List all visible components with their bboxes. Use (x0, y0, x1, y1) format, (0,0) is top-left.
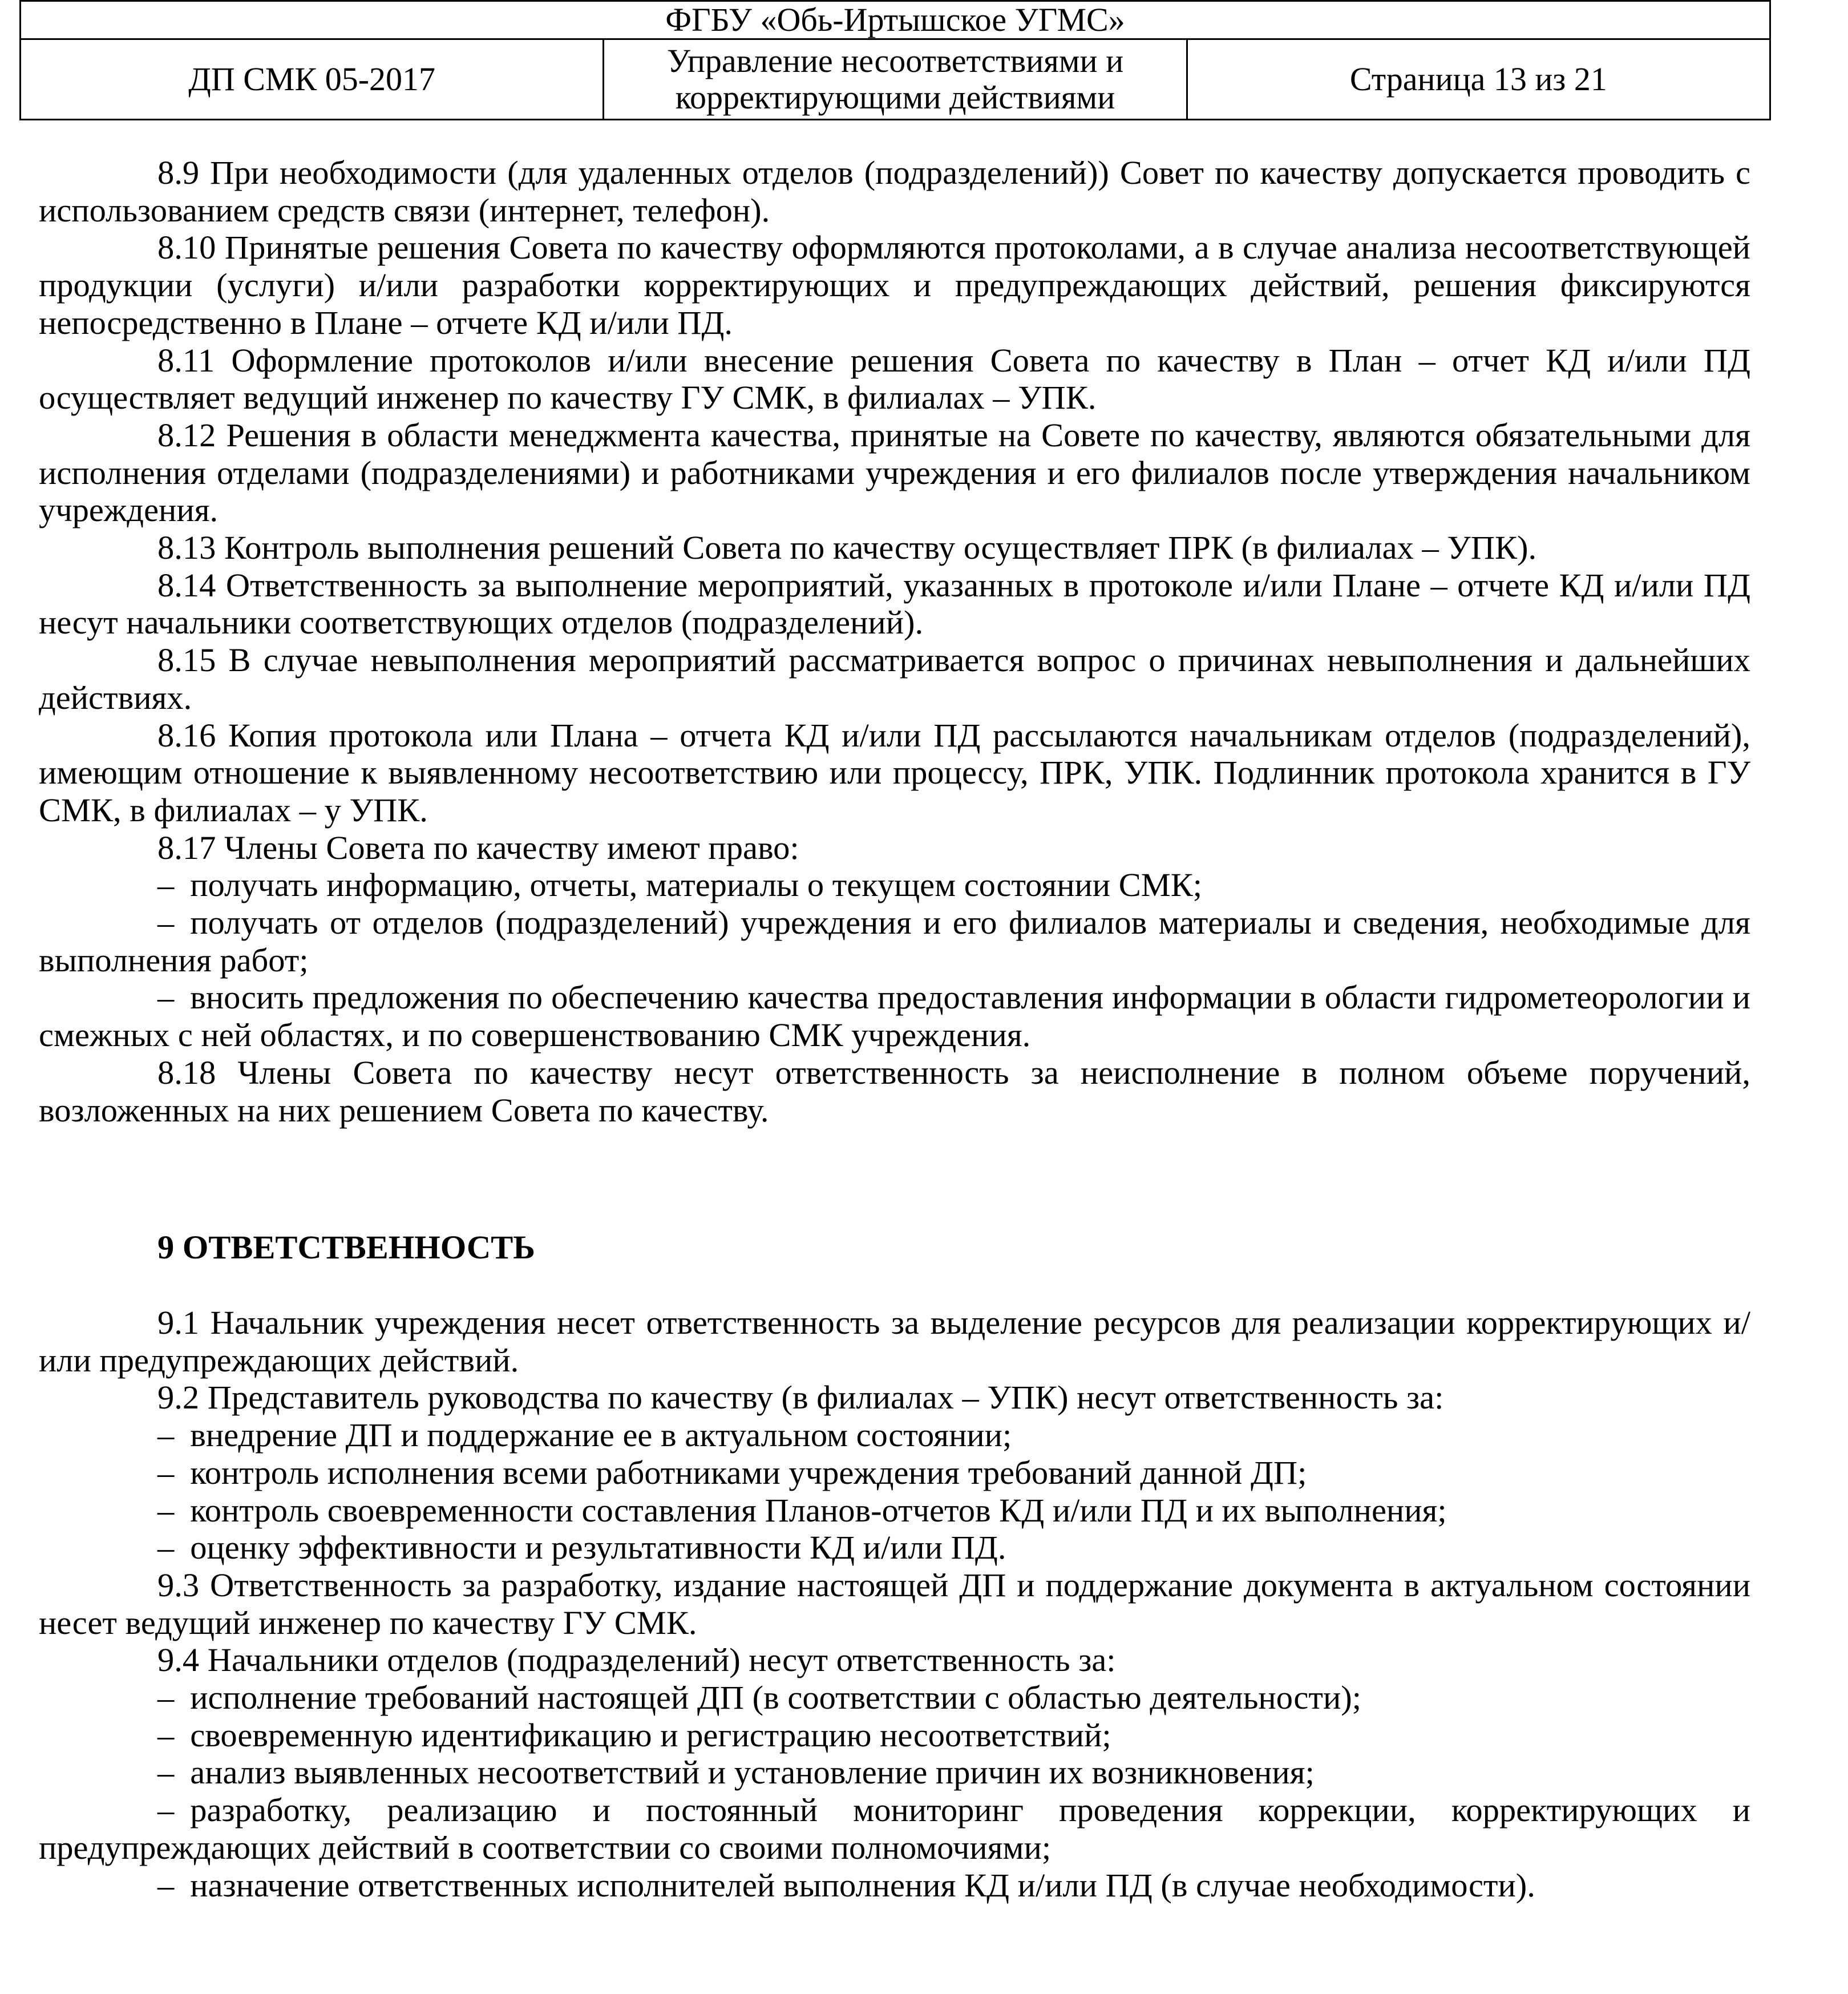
list-item (39, 1717, 1750, 1754)
list-item (39, 1754, 1750, 1791)
dash-marker: – (157, 904, 175, 942)
list-item-text: получать от отделов (подразделений) учреждения и его филиалов материалы и сведения, необходимые для выполнения работ; (39, 904, 1750, 979)
list-item-text: получать информацию, отчеты, материалы о текущем состоянии СМК; (190, 866, 1203, 904)
dash-marker: – (157, 1754, 175, 1791)
list-item-text: разработку, реализацию и постоянный мониторинг проведения коррекции, корректирующих и предупреждающих действий в соответствии со своими полномочиями; (39, 1791, 1750, 1866)
page-number: Страница 13 из 21 (1187, 39, 1770, 120)
paragraph-8-9: 8.9 При необходимости (для удаленных отделов (подразделений)) Совет по качеству допускается проводить с использованием средств связи (интернет, телефон). (39, 154, 1750, 229)
dash-marker: – (157, 1491, 175, 1529)
list-item (39, 866, 1750, 904)
paragraph-8-10: 8.10 Принятые решения Совета по качеству оформляются протоколами, а в случае анализа несоответствующей продукции (услуги) и/или разработки корректирующих и предупреждающих действий, решения фиксируются непосредственно в Плане – отчете КД и/или ПД. (39, 229, 1750, 341)
paragraph-9-1: 9.1 Начальник учреждения несет ответственность за выделение ресурсов для реализации корректирующих и/или предупреждающих действий. (39, 1303, 1750, 1379)
document-body (39, 154, 1750, 1904)
document-title: Управление несоответствиями и корректирующими действиями (604, 39, 1187, 120)
list-item-text: исполнение требований настоящей ДП (в соответствии с областью деятельности); (190, 1679, 1362, 1717)
paragraph-8-15: 8.15 В случае невыполнения мероприятий рассматривается вопрос о причинах невыполнения и дальнейших действиях. (39, 641, 1750, 716)
paragraph-9-4: 9.4 Начальники отделов (подразделений) несут ответственность за: (157, 1641, 1116, 1679)
list-item (39, 979, 1750, 1053)
list-item (39, 1791, 1750, 1866)
paragraph-9-3: 9.3 Ответственность за разработку, издание настоящей ДП и поддержание документа в актуальном состоянии несет ведущий инженер по качеству ГУ СМК. (39, 1566, 1750, 1641)
dash-marker: – (157, 1716, 175, 1754)
list-item (39, 1679, 1750, 1717)
section-gap (39, 1129, 1750, 1229)
list-item (39, 1529, 1750, 1567)
list-item-text: назначение ответственных исполнителей выполнения КД и/или ПД (в случае необходимости). (190, 1866, 1535, 1904)
dash-marker: – (157, 1791, 175, 1829)
list-item-text: анализ выявленных несоответствий и установление причин их возникновения; (190, 1754, 1315, 1791)
paragraph-8-13: 8.13 Контроль выполнения решений Совета по качеству осуществляет ПРК (в филиалах – УПК). (157, 529, 1537, 567)
list-item-text: своевременную идентификацию и регистрацию несоответствий; (190, 1716, 1111, 1754)
list-item-text: контроль своевременности составления Планов-отчетов КД и/или ПД и их выполнения; (190, 1491, 1447, 1529)
paragraph-8-14: 8.14 Ответственность за выполнение мероприятий, указанных в протоколе и/или Плане – отчете КД и/или ПД несут начальники соответствующих отделов (подразделений). (39, 566, 1750, 641)
section-heading: 9 ОТВЕТСТВЕННОСТЬ (157, 1229, 535, 1266)
list-item-text: оценку эффективности и результативности КД и/или ПД. (190, 1529, 1006, 1567)
document-code: ДП СМК 05-2017 (21, 39, 604, 120)
list-item (39, 1492, 1750, 1529)
dash-marker: – (157, 866, 175, 904)
paragraph-9-2: 9.2 Представитель руководства по качеству (в филиалах – УПК) несут ответственность за: (157, 1379, 1444, 1416)
dash-marker: – (157, 1454, 175, 1491)
list-item-text: контроль исполнения всеми работниками учреждения требований данной ДП; (190, 1454, 1307, 1491)
list-item (39, 904, 1750, 979)
dash-marker: – (157, 1679, 175, 1717)
section-gap (39, 1266, 1750, 1304)
list-item (39, 1416, 1750, 1454)
organization-name: ФГБУ «Обь-Иртышское УГМС» (21, 1, 1770, 39)
dash-marker: – (157, 1866, 175, 1904)
paragraph-8-11: 8.11 Оформление протоколов и/или внесение решения Совета по качеству в План – отчет КД и/или ПД осуществляет ведущий инженер по качеству ГУ СМК, в филиалах – УПК. (39, 341, 1750, 417)
list-item-text: внедрение ДП и поддержание ее в актуальном состоянии; (190, 1416, 1012, 1454)
list-item-text: вносить предложения по обеспечению качества предоставления информации в области гидрометеорологии и смежных с ней областях, и по совершенствованию СМК учреждения. (39, 979, 1750, 1054)
list-item (39, 1867, 1750, 1904)
list-item (39, 1454, 1750, 1492)
paragraph-8-16: 8.16 Копия протокола или Плана – отчета КД и/или ПД рассылаются начальникам отделов (подразделений), имеющим отношение к выявленному несоответствию или процессу, ПРК, УПК. Подлинник протокола хранится в ГУ СМК, в филиалах – у УПК. (39, 716, 1750, 829)
dash-marker: – (157, 979, 175, 1016)
paragraph-8-12: 8.12 Решения в области менеджмента качества, принятые на Совете по качеству, являются обязательными для исполнения отделами (подразделениями) и работниками учреждения и его филиалов после утверждения начальником учреждения. (39, 416, 1750, 529)
dash-marker: – (157, 1416, 175, 1454)
document-header-table (19, 0, 1771, 120)
paragraph-8-18: 8.18 Члены Совета по качеству несут ответственность за неисполнение в полном объеме поручений, возложенных на них решением Совета по качеству. (39, 1053, 1750, 1129)
paragraph-8-17: 8.17 Члены Совета по качеству имеют право: (157, 829, 799, 866)
dash-marker: – (157, 1529, 175, 1567)
